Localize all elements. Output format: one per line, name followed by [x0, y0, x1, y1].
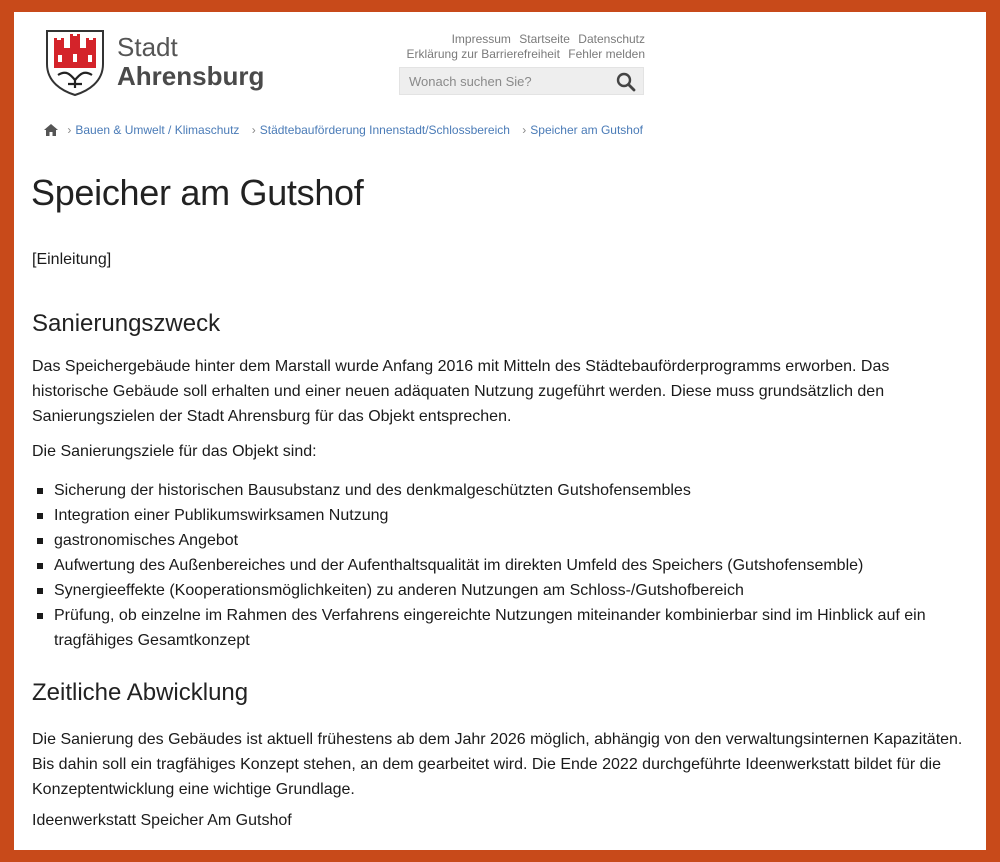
section1-list-intro: Die Sanierungsziele für das Objekt sind:	[32, 443, 317, 460]
list-item: Synergieeffekte (Kooperationsmöglichkeiten) zu anderen Nutzungen am Schloss-/Gutshofbereich	[32, 578, 967, 603]
ideenwerkstatt-link[interactable]: Ideenwerkstatt Speicher Am Gutshof	[32, 812, 292, 829]
breadcrumb-separator: ›	[67, 123, 72, 137]
breadcrumb	[44, 123, 652, 137]
section-heading-zeitliche-abwicklung: Zeitliche Abwicklung	[32, 679, 249, 706]
intro-text: [Einleitung]	[32, 251, 112, 268]
breadcrumb-separator: ›	[251, 123, 256, 137]
section1-paragraph: Das Speichergebäude hinter dem Marstall wurde Anfang 2016 mit Mitteln des Städtebauförderprogramms erworben. Das historische Gebäude soll erhalten und einer neuen adäquaten Nutzung zugeführt werden. Diese muss grundsätzlich den Sanierungszielen der Stadt Ahrensburg für das Objekt entsprechen.	[32, 358, 890, 425]
section-heading-sanierungszweck: Sanierungszweck	[32, 310, 221, 337]
site-brand[interactable]	[117, 34, 264, 89]
main-content	[32, 247, 967, 830]
meta-link-impressum[interactable]: Impressum	[451, 32, 511, 46]
goals-list	[32, 478, 967, 653]
search-input[interactable]	[400, 68, 609, 94]
section2-paragraph: Die Sanierung des Gebäudes ist aktuell frühestens ab dem Jahr 2026 möglich, abhängig von den verwaltungsinternen Kapazitäten. Bis dahin soll ein tragfähiges Konzept stehen, an dem gearbeitet wird. Die Ende 2022 durchgeführte Ideenwerkstatt bildet für die Konzeptentwicklung eine wichtige Grundlage.	[32, 731, 963, 798]
search-bar	[399, 67, 644, 95]
meta-link-fehler-melden[interactable]: Fehler melden	[568, 47, 645, 61]
search-icon[interactable]	[616, 72, 636, 92]
breadcrumb-item-speicher[interactable]: Speicher am Gutshof	[530, 123, 643, 137]
list-item: Sicherung der historischen Bausubstanz und des denkmalgeschützten Gutshofensembles	[32, 478, 967, 503]
breadcrumb-item-bauen-umwelt[interactable]: Bauen & Umwelt / Klimaschutz	[75, 123, 240, 137]
meta-navigation	[402, 32, 645, 62]
meta-link-datenschutz[interactable]: Datenschutz	[578, 32, 645, 46]
home-icon[interactable]	[44, 124, 58, 136]
list-item: Prüfung, ob einzelne im Rahmen des Verfahrens eingereichte Nutzungen miteinander kombinierbar sind im Hinblick auf ein tragfähiges Gesamtkonzept	[32, 603, 967, 653]
page-frame	[14, 12, 986, 850]
meta-link-startseite[interactable]: Startseite	[519, 32, 570, 46]
brand-top-text: Stadt	[117, 32, 178, 62]
list-item: Aufwertung des Außenbereiches und der Aufenthaltsqualität im direkten Umfeld des Speichers (Gutshofensemble)	[32, 553, 967, 578]
page-title: Speicher am Gutshof	[31, 172, 364, 213]
list-item: Integration einer Publikumswirksamen Nutzung	[32, 503, 967, 528]
coat-of-arms-icon[interactable]	[44, 28, 106, 96]
meta-link-barrierefreiheit[interactable]: Erklärung zur Barrierefreiheit	[406, 47, 560, 61]
list-item: gastronomisches Angebot	[32, 528, 967, 553]
breadcrumb-item-staedtebaufoerderung[interactable]: Städtebauförderung Innenstadt/Schlossbereich	[259, 123, 510, 137]
brand-main-text: Ahrensburg	[117, 61, 265, 91]
breadcrumb-separator: ›	[522, 123, 527, 137]
